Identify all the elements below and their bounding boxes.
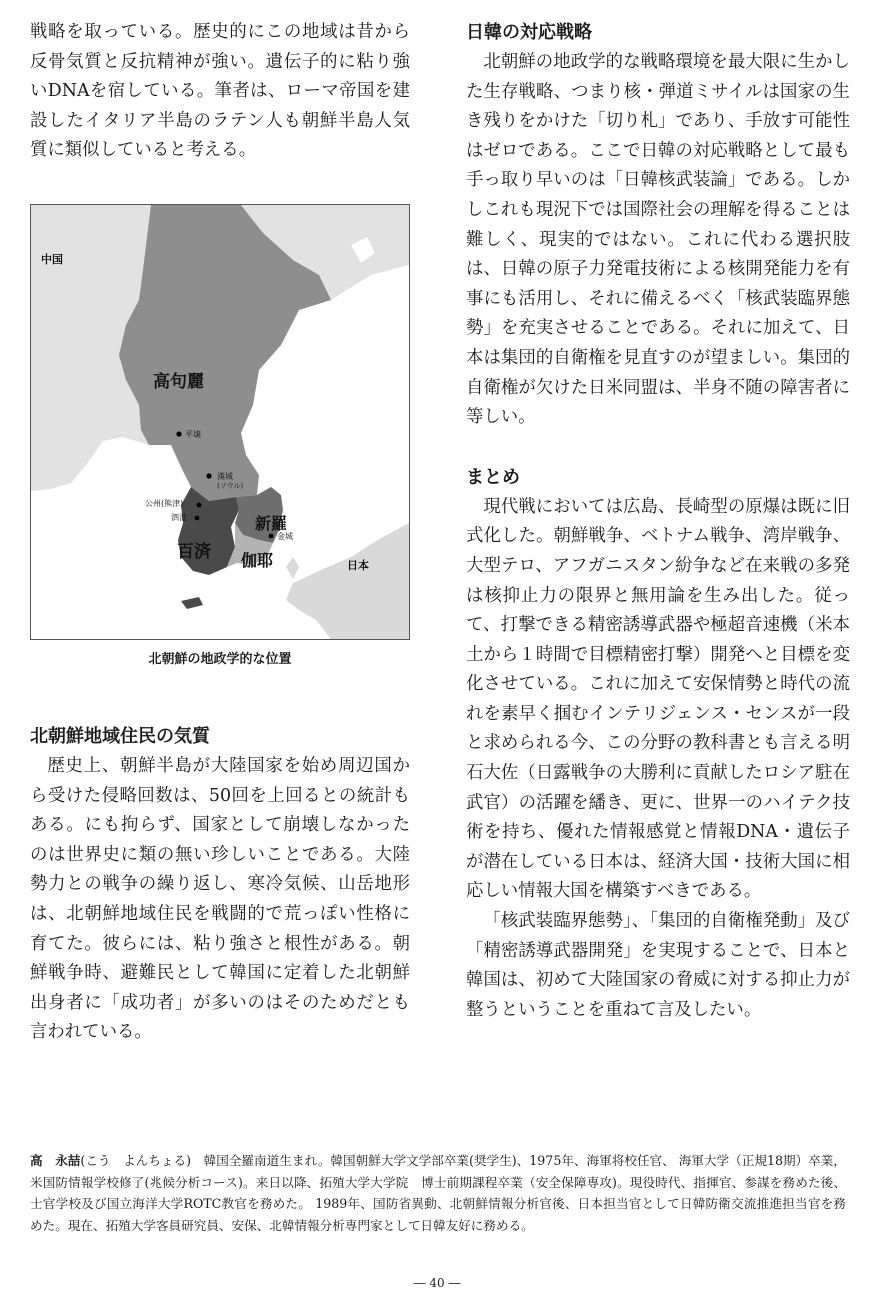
section-text-summary-2: 「核武装臨界態勢」、「集団的自衛権発動」及び「精密誘導武器開発」を実現することで、日本と韓国は、初めて大陸国家の脅威に対する抑止力が整うということを重ねて言及したい。 [466,911,850,1020]
section-text-strategy: 北朝鮮の地政学的な戦略環境を最大限に生かした生存戦略、つまり核・弾道ミサイルは国家の生き残りをかけた「切り札」であり、手放す可能性はゼロである。ここで日韓の対応戦略として最も手っ取り早いのは「日韓核武装論」である。しかしこれも現況下では国際社会の理解を得ることは難しく、現実的ではない。これに代わる選択肢は、日韓の原子力発電技術による核開発能力を有事にも活用し、それに備えるべく「核武装臨界態勢」を充実させることである。それに加えて、日本は集団的自衛権を見直すのが望ましい。集団的自衛権が欠けた日米同盟は、半身不随の障害者に等しい。 [466,52,850,428]
korea-map [31,205,409,639]
city-label-seoul: (ソウル) [217,482,244,490]
map-label-silla: 新羅 [255,514,288,533]
korea-map-figure [30,204,410,640]
city-label-sabi: 泗沘 [171,513,187,522]
map-label-goguryeo: 高句麗 [153,372,204,392]
page-number: ― 40 ― [413,1276,461,1290]
map-label-gaya: 伽耶 [241,551,274,570]
section-text-temperament: 歴史上、朝鮮半島が大陸国家を始め周辺国から受けた侵略回数は、50回を上回るとの統計もある。にも拘らず、国家として崩壊しなかったのは世界史に類の無い珍しいことである。大陸勢力との戦争の繰り返し、寒冷気候、山岳地形は、北朝鮮地域住民を戦闘的で荒っぽい性格に育てた。彼らには、粘り強さと根性がある。朝鮮戦争時、避難民として韓国に定着した北朝鮮出身者に「成功者」が多いのはそのためだとも言われている。 [30,756,410,1043]
author-bio-text: (こう よんちょる) 韓国全羅南道生まれ。韓国朝鮮大学文学部卒業(奨学生)、1975年、海軍将校任官、 海軍大学（正規18期）卒業，米国防情報学校修了(兆候分析コース)。来日以降、拓殖大学大学院 博士前期課程卒業（安全保障専攻)。現役時代、指揮官、参謀を務めた後、士官学校及び国立海洋大学ROTC教官を務めた。 1989年、国防省異動、北朝鮮情報分析官後、日本担当官として日韓防衛交流推進担当官を務めた。現在、拓殖大学客員研究員、安保、北韓情報分析専門家として日韓友好に務める。 [30,1153,846,1233]
right-column [466,18,850,1025]
section-heading-temperament: 北朝鮮地域住民の気質 [30,726,210,747]
gyeongju-dot [269,534,274,539]
sabi-dot [195,516,200,521]
section-text-summary-1: 現代戦においては広島、長崎型の原爆は既に旧式化した。朝鮮戦争、ベトナム戦争、湾岸戦争、大型テロ、アフガニスタン紛争など在来戦の多発は核抑止力の限界と無用論を生み出した。従って、打撃できる精密誘導武器や極超音速機（米本土から１時間で目標精密打撃）開発へと目標を変化させている。これに加えて安保情勢と時代の流れを素早く掴むインテリジェンス・センスが一段と求められる今、この分野の教科書とも言える明石大佐（日露戦争の大勝利に貢献したロシア駐在武官）の活躍を繙き、更に、世界一のハイテク技術を持ち、優れた情報感覚と情報DNA・遺伝子が潜在している日本は、経済大国・技術大国に相応しい情報大国を構築すべきである。 [466,496,850,902]
author-name: 高 永喆 [30,1153,81,1168]
section-heading-summary: まとめ [466,466,520,488]
section-heading-strategy: 日韓の対応戦略 [466,22,592,43]
author-bio [30,1150,846,1236]
pyongyang-dot [176,431,181,436]
map-label-china: 中国 [41,253,63,266]
city-label-gyeongju: 金城 [277,532,293,541]
intro-paragraph: 戦略を取っている。歴史的にこの地域は昔から反骨気質と反抗精神が強い。遺伝子的に粘り強いDNAを宿している。筆者は、ローマ帝国を建設したイタリア半島のラテン人も朝鮮半島人気質に類似していると考える。 [30,22,410,161]
map-label-japan: 日本 [347,559,369,572]
left-column [30,18,410,166]
city-label-pyongyang: 平壌 [185,430,201,439]
section-temperament [30,722,410,1048]
map-label-baekje: 百済 [177,542,211,562]
gongju-dot [197,503,202,508]
hanseong-dot [206,473,211,478]
map-caption: 北朝鮮の地政学的な位置 [148,652,292,667]
city-label-gongju: 公州(熊津) [145,499,184,508]
city-label-hanseong: 漢城 [217,472,233,481]
